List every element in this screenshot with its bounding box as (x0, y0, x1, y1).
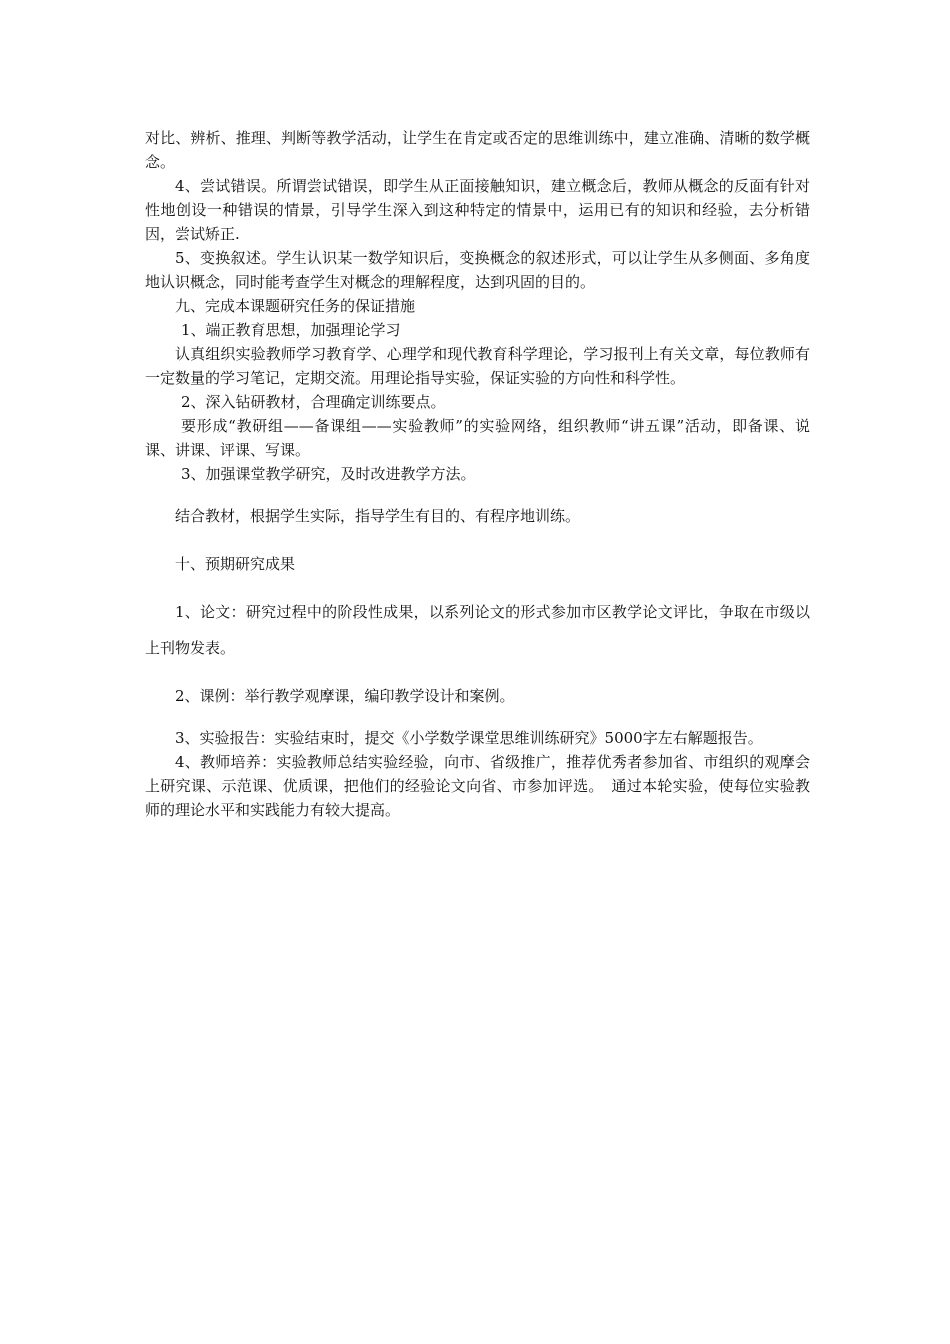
paragraph-concept-contrast: 对比、辨析、推理、判断等教学活动，让学生在肯定或否定的思维训练中，建立准确、清晰的数学概念。 (145, 129, 810, 171)
paragraph-trial-error: 4、尝试错误。所谓尝试错误，即学生从正面接触知识，建立概念后，教师从概念的反面有针对性地创设一种错误的情景，引导学生深入到这种特定的情景中，运用已有的知识和经验，去分析错因，尝试矫正. (145, 177, 810, 243)
section-heading-nine: 九、完成本课题研究任务的保证措施 (175, 297, 416, 315)
subheading-education-thought: 1、端正教育思想，加强理论学习 (181, 321, 401, 339)
paragraph-transform-narration: 5、变换叙述。学生认识某一数学知识后，变换概念的叙述形式，可以让学生从多侧面、多角度地认识概念，同时能考查学生对概念的理解程度，达到巩固的目的。 (145, 249, 810, 291)
paragraph-teacher-training: 4、教师培养：实验教师总结实验经验，向市、省级推广，推荐优秀者参加省、市组织的观摩会上研究课、示范课、优质课，把他们的经验论文向省、市参加评选。 通过本轮实验，使每位实验教师的理论水平和实践能力有较大提高。 (145, 753, 810, 819)
paragraph-combine-materials: 结合教材，根据学生实际，指导学生有目的、有程序地训练。 (175, 507, 581, 525)
paragraph-theory-study: 认真组织实验教师学习教育学、心理学和现代教育科学理论，学习报刊上有关文章，每位教师有一定数量的学习笔记，定期交流。用理论指导实验，保证实验的方向性和科学性。 (145, 345, 810, 387)
paragraph-research-network: 要形成“教研组——备课组——实验教师”的实验网络，组织教师“讲五课”活动，即备课、说课、讲课、评课、写课。 (145, 417, 810, 459)
paragraph-papers: 1、论文：研究过程中的阶段性成果，以系列论文的形式参加市区教学论文评比，争取在市级以上刊物发表。 (145, 603, 810, 657)
section-heading-ten: 十、预期研究成果 (175, 555, 296, 573)
paragraph-experiment-report: 3、实验报告：实验结束时，提交《小学数学课堂思维训练研究》5000字左右解题报告。 (175, 729, 763, 747)
subheading-classroom-research: 3、加强课堂教学研究，及时改进教学方法。 (181, 465, 476, 483)
document-body (145, 126, 810, 822)
subheading-study-materials: 2、深入钻研教材，合理确定训练要点。 (181, 393, 446, 411)
paragraph-lesson-examples: 2、课例：举行教学观摩课，编印教学设计和案例。 (175, 687, 515, 705)
